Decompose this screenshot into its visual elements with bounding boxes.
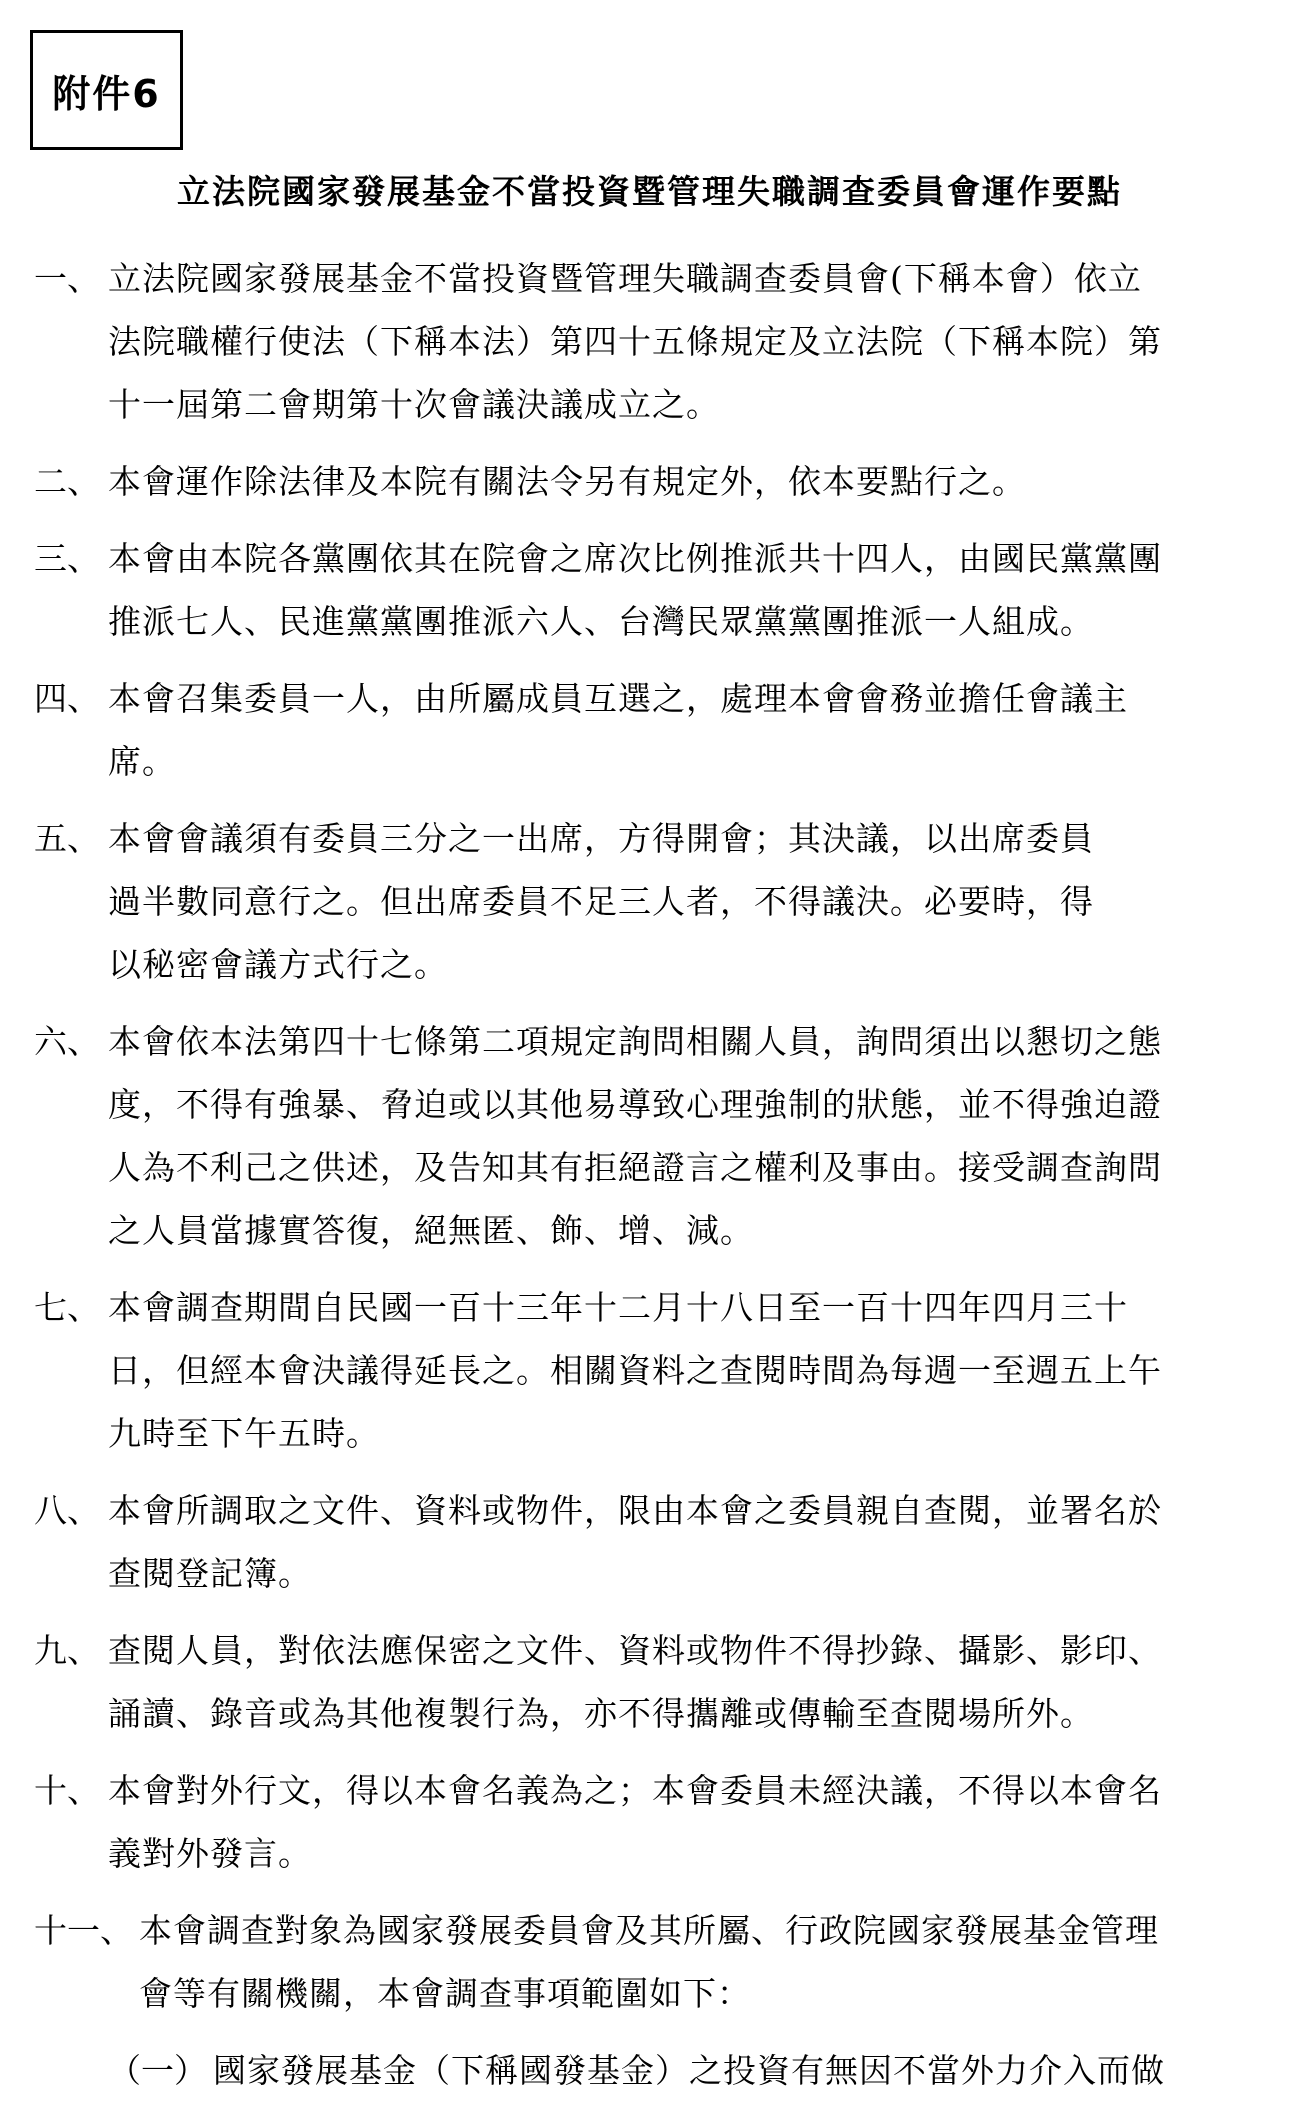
provision-item — [34, 527, 1274, 653]
provision-item — [34, 450, 1274, 513]
text-line: 本會召集委員一人，由所屬成員互選之，處理本會會務並擔任會議主 — [108, 679, 1128, 718]
provision-item — [34, 1276, 1274, 1465]
provision-number: 十、 — [34, 1771, 100, 1810]
provision-item — [34, 1010, 1274, 1262]
provision-text — [108, 807, 1274, 996]
provision-item — [34, 1619, 1274, 1745]
provision-item — [34, 807, 1274, 996]
text-line: 誦讀、錄音或為其他複製行為，亦不得攜離或傳輸至查閱場所外。 — [108, 1694, 1094, 1733]
provision-item — [34, 1479, 1274, 1605]
provision-number: 三、 — [34, 539, 100, 578]
provision-number: 二、 — [34, 462, 100, 501]
text-line: 本會由本院各黨團依其在院會之席次比例推派共十四人，由國民黨黨團 — [108, 539, 1162, 578]
text-line: 以秘密會議方式行之。 — [108, 945, 448, 984]
provision-item — [34, 667, 1274, 793]
text-line: 推派七人、民進黨黨團推派六人、台灣民眾黨黨團推派一人組成。 — [108, 602, 1094, 641]
sub-provision-item — [108, 2039, 1274, 2102]
provision-text — [108, 1619, 1274, 1745]
text-line: 本會對外行文，得以本會名義為之；本會委員未經決議，不得以本會名 — [108, 1771, 1162, 1810]
provision-text — [108, 1479, 1274, 1605]
provision-text — [108, 1759, 1274, 1885]
attachment-label-box — [30, 30, 183, 150]
text-line: 會等有關機關，本會調查事項範圍如下： — [139, 1974, 751, 2013]
provision-list — [34, 247, 1274, 2116]
provision-number: 四、 — [34, 679, 100, 718]
text-line: 本會依本法第四十七條第二項規定詢問相關人員，詢問須出以懇切之態 — [108, 1022, 1162, 1061]
text-line: 本會會議須有委員三分之一出席，方得開會；其決議，以出席委員 — [108, 819, 1094, 858]
document-title: 立法院國家發展基金不當投資暨管理失職調查委員會運作要點 — [177, 172, 1122, 211]
provision-item — [34, 247, 1274, 436]
provision-text — [108, 1276, 1274, 1465]
provision-text — [108, 247, 1274, 436]
text-line: 席。 — [108, 742, 176, 781]
sub-provision-number: （一） — [108, 2051, 207, 2090]
text-line: 本會所調取之文件、資料或物件，限由本會之委員親自查閱，並署名於 — [108, 1491, 1162, 1530]
text-line: 立法院國家發展基金不當投資暨管理失職調查委員會(下稱本會）依立 — [108, 259, 1142, 298]
sub-provision-text — [213, 2039, 1274, 2102]
provision-text — [108, 667, 1274, 793]
text-line: 之人員當據實答復，絕無匿、飾、增、減。 — [108, 1211, 754, 1250]
provision-number: 六、 — [34, 1022, 100, 1061]
text-line: 過半數同意行之。但出席委員不足三人者，不得議決。必要時，得 — [108, 882, 1094, 921]
text-line: 十一屆第二會期第十次會議決議成立之。 — [108, 385, 720, 424]
provision-text — [139, 1899, 1274, 2025]
text-line: 本會調查對象為國家發展委員會及其所屬、行政院國家發展基金管理 — [139, 1911, 1159, 1950]
text-line: 人為不利己之供述，及告知其有拒絕證言之權利及事由。接受調查詢問 — [108, 1148, 1162, 1187]
text-line: 查閱人員，對依法應保密之文件、資料或物件不得抄錄、攝影、影印、 — [108, 1631, 1162, 1670]
provision-number: 七、 — [34, 1288, 100, 1327]
text-line: 查閱登記簿。 — [108, 1554, 312, 1593]
provision-number: 十一、 — [34, 1911, 133, 1950]
provision-number: 五、 — [34, 819, 100, 858]
provision-text — [108, 1010, 1274, 1262]
provision-item — [34, 1899, 1274, 2025]
attachment-label: 附件6 — [52, 71, 161, 116]
text-line: 本會調查期間自民國一百十三年十二月十八日至一百十四年四月三十 — [108, 1288, 1128, 1327]
text-line: 九時至下午五時。 — [108, 1414, 380, 1453]
provision-number: 八、 — [34, 1491, 100, 1530]
provision-number: 九、 — [34, 1631, 100, 1670]
text-line: 義對外發言。 — [108, 1834, 312, 1873]
text-line: 國家發展基金（下稱國發基金）之投資有無因不當外力介入而做 — [213, 2051, 1165, 2090]
text-line: 度，不得有強暴、脅迫或以其他易導致心理強制的狀態，並不得強迫證 — [108, 1085, 1162, 1124]
provision-item — [34, 1759, 1274, 1885]
text-line: 法院職權行使法（下稱本法）第四十五條規定及立法院（下稱本院）第 — [108, 322, 1162, 361]
provision-text — [108, 527, 1274, 653]
provision-text — [108, 450, 1274, 513]
provision-number: 一、 — [34, 259, 100, 298]
text-line: 本會運作除法律及本院有關法令另有規定外，依本要點行之。 — [108, 462, 1026, 501]
text-line: 日，但經本會決議得延長之。相關資料之查閱時間為每週一至週五上午 — [108, 1351, 1162, 1390]
